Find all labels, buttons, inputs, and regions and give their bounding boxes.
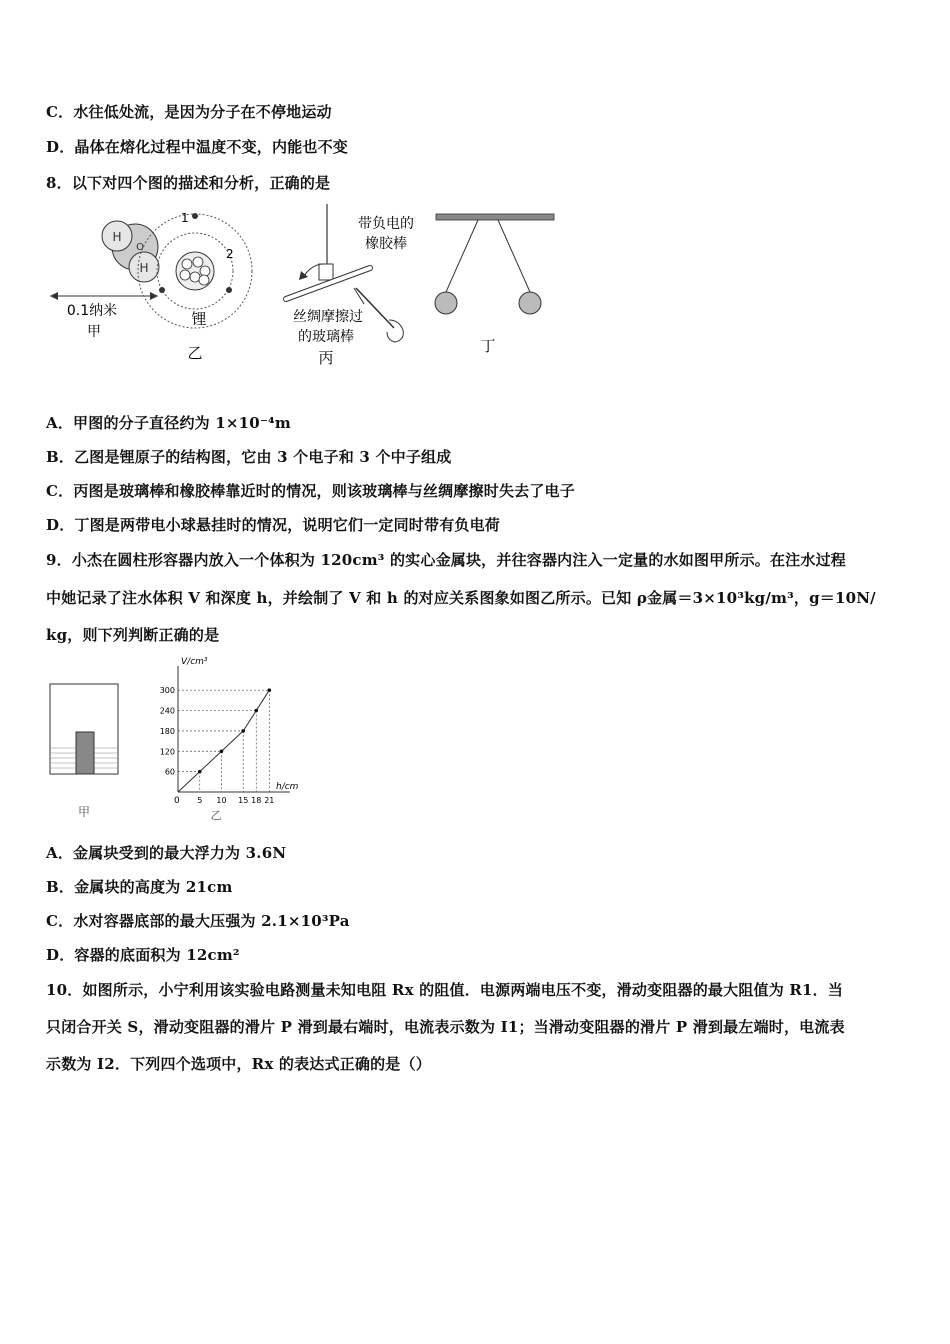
- q9-stem-line-3: kg，则下列判断正确的是: [46, 626, 220, 644]
- q8-option-d: D．丁图是两带电小球悬挂时的情况，说明它们一定同时带有负电荷: [46, 516, 501, 534]
- charged-rods-diagram: [286, 204, 414, 367]
- glass-rod-label-1: 丝绸摩擦过: [293, 309, 363, 325]
- x-tick-label: 15: [238, 796, 249, 805]
- scale-label: 0.1纳米: [66, 303, 118, 319]
- y-tick-label: 60: [164, 767, 175, 777]
- q8-option-c: C．丙图是玻璃棒和橡胶棒靠近时的情况，则该玻璃棒与丝绸摩擦时失去了电子: [46, 482, 575, 500]
- q9-option-c: C．水对容器底部的最大压强为 2.1×10³Pa: [46, 912, 350, 930]
- q8-option-b: B．乙图是锂原子的结构图，它由 3 个电子和 3 个中子组成: [46, 448, 452, 466]
- q10-stem-line-3: 示数为 I2．下列四个选项中，Rx 的表达式正确的是（）: [46, 1055, 431, 1073]
- y-tick-label: 300: [159, 686, 175, 696]
- data-point: [220, 749, 224, 753]
- container-figure: [44, 680, 124, 822]
- orbit-2-label: 2: [226, 247, 234, 261]
- x-tick-label: 21: [264, 796, 275, 805]
- y-tick-label: 180: [159, 726, 175, 736]
- x-tick-label: 10: [216, 796, 227, 805]
- q9-option-b: B．金属块的高度为 21cm: [46, 878, 233, 896]
- q9-option-a: A．金属块受到的最大浮力为 3.6N: [46, 844, 287, 862]
- data-point: [254, 709, 258, 713]
- y-axis-label: V/cm³: [181, 657, 208, 667]
- rubber-rod-label-2: 橡胶棒: [365, 236, 407, 252]
- fig-jia-label: 甲: [77, 805, 91, 819]
- fig-yi-label: 乙: [210, 809, 222, 822]
- fig-ding-label: 丁: [480, 337, 496, 355]
- oxygen-label: O: [136, 242, 144, 253]
- q7-option-d: D．晶体在熔化过程中温度不变，内能也不变: [46, 138, 349, 156]
- q10-stem-line-2: 只闭合开关 S，滑动变阻器的滑片 P 滑到最右端时，电流表示数为 I1；当滑动变阻器的滑片 P 滑到最左端时，电流表: [46, 1018, 845, 1036]
- origin-label: 0: [174, 796, 180, 806]
- x-tick-label: 5: [197, 796, 203, 805]
- y-tick-label: 120: [159, 747, 175, 757]
- water-molecule-diagram: [50, 221, 159, 340]
- lithium-label: 锂: [191, 310, 207, 328]
- q8-option-a: A．甲图的分子直径约为 1×10⁻⁴m: [46, 414, 291, 432]
- q8-stem: 8．以下对四个图的描述和分析，正确的是: [46, 174, 331, 192]
- x-tick-label: 18: [251, 796, 262, 805]
- hydrogen-label: H: [112, 230, 122, 244]
- glass-rod-label-2: 的玻璃棒: [298, 329, 354, 345]
- x-axis-label: h/cm: [276, 782, 299, 792]
- data-point: [198, 770, 202, 774]
- hanging-balls-diagram: [435, 214, 554, 355]
- fig-yi-label: 乙: [187, 344, 203, 362]
- series-line: [178, 690, 269, 792]
- hydrogen-label: H: [139, 261, 149, 275]
- data-point: [241, 729, 245, 733]
- q7-option-c: C．水往低处流，是因为分子在不停地运动: [46, 103, 332, 121]
- data-point: [268, 688, 272, 692]
- q9-stem-line-1: 9．小杰在圆柱形容器内放入一个体积为 120cm³ 的实心金属块，并往容器内注入一定量的水如图甲所示。在注水过程: [46, 551, 846, 569]
- y-tick-label: 240: [159, 706, 175, 716]
- q10-stem-line-1: 10．如图所示，小宁利用该实验电路测量未知电阻 Rx 的阻值．电源两端电压不变，滑动变阻器的最大阻值为 R1．当: [46, 981, 844, 999]
- lithium-atom-diagram: [138, 211, 252, 362]
- q9-stem-line-2: 中她记录了注水体积 V 和深度 h，并绘制了 V 和 h 的对应关系图象如图乙所示。已知 ρ金属＝3×10³kg/m³，g＝10N/: [46, 589, 876, 607]
- fig-bing-label: 丙: [318, 349, 334, 367]
- fig-jia-label: 甲: [87, 324, 101, 340]
- orbit-1-label: 1: [181, 211, 189, 225]
- q8-figure: [44, 200, 574, 378]
- v-h-chart: [146, 654, 306, 824]
- q9-option-d: D．容器的底面积为 12cm²: [46, 946, 240, 964]
- rubber-rod-label-1: 带负电的: [358, 216, 414, 232]
